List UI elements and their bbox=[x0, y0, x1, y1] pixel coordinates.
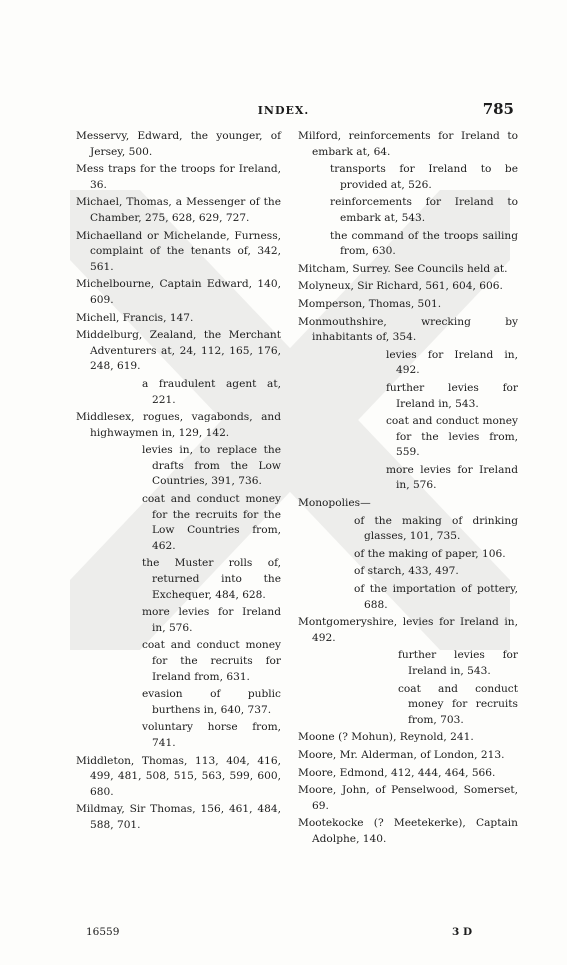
index-entry: Mess traps for the troops for Ireland, 36. bbox=[76, 163, 281, 191]
index-subentry: more levies for Ireland in, 576. bbox=[386, 463, 518, 492]
index-entry: Mitcham, Surrey. See Councils held at. bbox=[298, 262, 508, 275]
index-subentry: evasion of public burthens in, 640, 737. bbox=[142, 688, 281, 716]
index-subentry: more levies for Ireland in, 576. bbox=[142, 606, 281, 634]
gathering-mark: 3 D bbox=[452, 926, 473, 938]
index-entry: Middelburg, Zealand, the Merchant Adventurers at, 24, 112, 165, 176, 248, 619. bbox=[76, 329, 281, 373]
index-subentry: further levies for Ireland in, 543. bbox=[386, 381, 518, 410]
index-subentry: of the making of drinking glasses, 101, 735. bbox=[354, 514, 518, 543]
index-subentry: coat and conduct money for the recruits for Ireland from, 631. bbox=[142, 639, 281, 683]
signature-mark: 16559 bbox=[86, 926, 120, 938]
index-subentry: of the importation of pottery, 688. bbox=[354, 583, 518, 611]
index-entry: Michaelland or Michelande, Furness, complaint of the tenants of, 342, 561. bbox=[76, 229, 281, 273]
index-subentry: voluntary horse from, 741. bbox=[142, 721, 281, 749]
index-entry: Monopolies— bbox=[298, 497, 371, 510]
index-subentry: coat and conduct money for recruits from, 703. bbox=[398, 682, 518, 726]
index-subentry: further levies for Ireland in, 543. bbox=[398, 649, 518, 677]
index-subentry: transports for Ireland to be provided at, 526. bbox=[330, 163, 518, 191]
index-subentry: the command of the troops sailing from, 630. bbox=[330, 229, 518, 258]
index-entry: Mootekocke (? Meetekerke), Captain Adolphe, 140. bbox=[298, 817, 518, 845]
page-header-title: INDEX. bbox=[257, 104, 310, 117]
index-column-left bbox=[76, 129, 281, 836]
index-entry: Moore, Edmond, 412, 444, 464, 566. bbox=[298, 766, 496, 779]
index-entry: Moone (? Mohun), Reynold, 241. bbox=[298, 731, 474, 744]
index-entry: Michael, Thomas, a Messenger of the Chamber, 275, 628, 629, 727. bbox=[76, 196, 281, 224]
index-entry: Momperson, Thomas, 501. bbox=[298, 297, 442, 310]
index-subentry: coat and conduct money for the levies from, 559. bbox=[386, 415, 518, 459]
index-entry: Messervy, Edward, the younger, of Jersey, 500. bbox=[76, 130, 281, 158]
index-entry: Middleton, Thomas, 113, 404, 416, 499, 481, 508, 515, 563, 599, 600, 680. bbox=[76, 754, 281, 798]
index-subentry: of starch, 433, 497. bbox=[354, 565, 459, 578]
index-subentry: a fraudulent agent at, 221. bbox=[142, 377, 281, 406]
index-subentry: of the making of paper, 106. bbox=[354, 547, 506, 560]
index-entry: Moore, Mr. Alderman, of London, 213. bbox=[298, 748, 505, 761]
index-subentry: the Muster rolls of, returned into the Exchequer, 484, 628. bbox=[142, 557, 281, 601]
index-entry: Michell, Francis, 147. bbox=[76, 311, 194, 324]
index-entry: Michelbourne, Captain Edward, 140, 609. bbox=[76, 278, 281, 306]
index-subentry: coat and conduct money for the recruits for the Low Countries from, 462. bbox=[142, 493, 281, 552]
page-number: 785 bbox=[482, 100, 514, 118]
index-entry: Monmouthshire, wrecking by inhabitants of, 354. bbox=[298, 315, 518, 344]
index-entry: Middlesex, rogues, vagabonds, and highwaymen in, 129, 142. bbox=[76, 411, 281, 439]
index-column-right bbox=[298, 129, 518, 850]
index-entry: Mildmay, Sir Thomas, 156, 461, 484, 588, 701. bbox=[76, 803, 281, 831]
index-subentry: levies in, to replace the drafts from the Low Countries, 391, 736. bbox=[142, 444, 281, 488]
index-entry: Montgomeryshire, levies for Ireland in, 492. bbox=[298, 616, 518, 644]
index-entry: Milford, reinforcements for Ireland to embark at, 64. bbox=[298, 130, 518, 158]
index-subentry: levies for Ireland in, 492. bbox=[386, 348, 518, 377]
index-subentry: reinforcements for Ireland to embark at, 543. bbox=[330, 196, 518, 224]
index-entry: Moore, John, of Penselwood, Somerset, 69. bbox=[298, 784, 518, 812]
index-entry: Molyneux, Sir Richard, 561, 604, 606. bbox=[298, 280, 503, 293]
